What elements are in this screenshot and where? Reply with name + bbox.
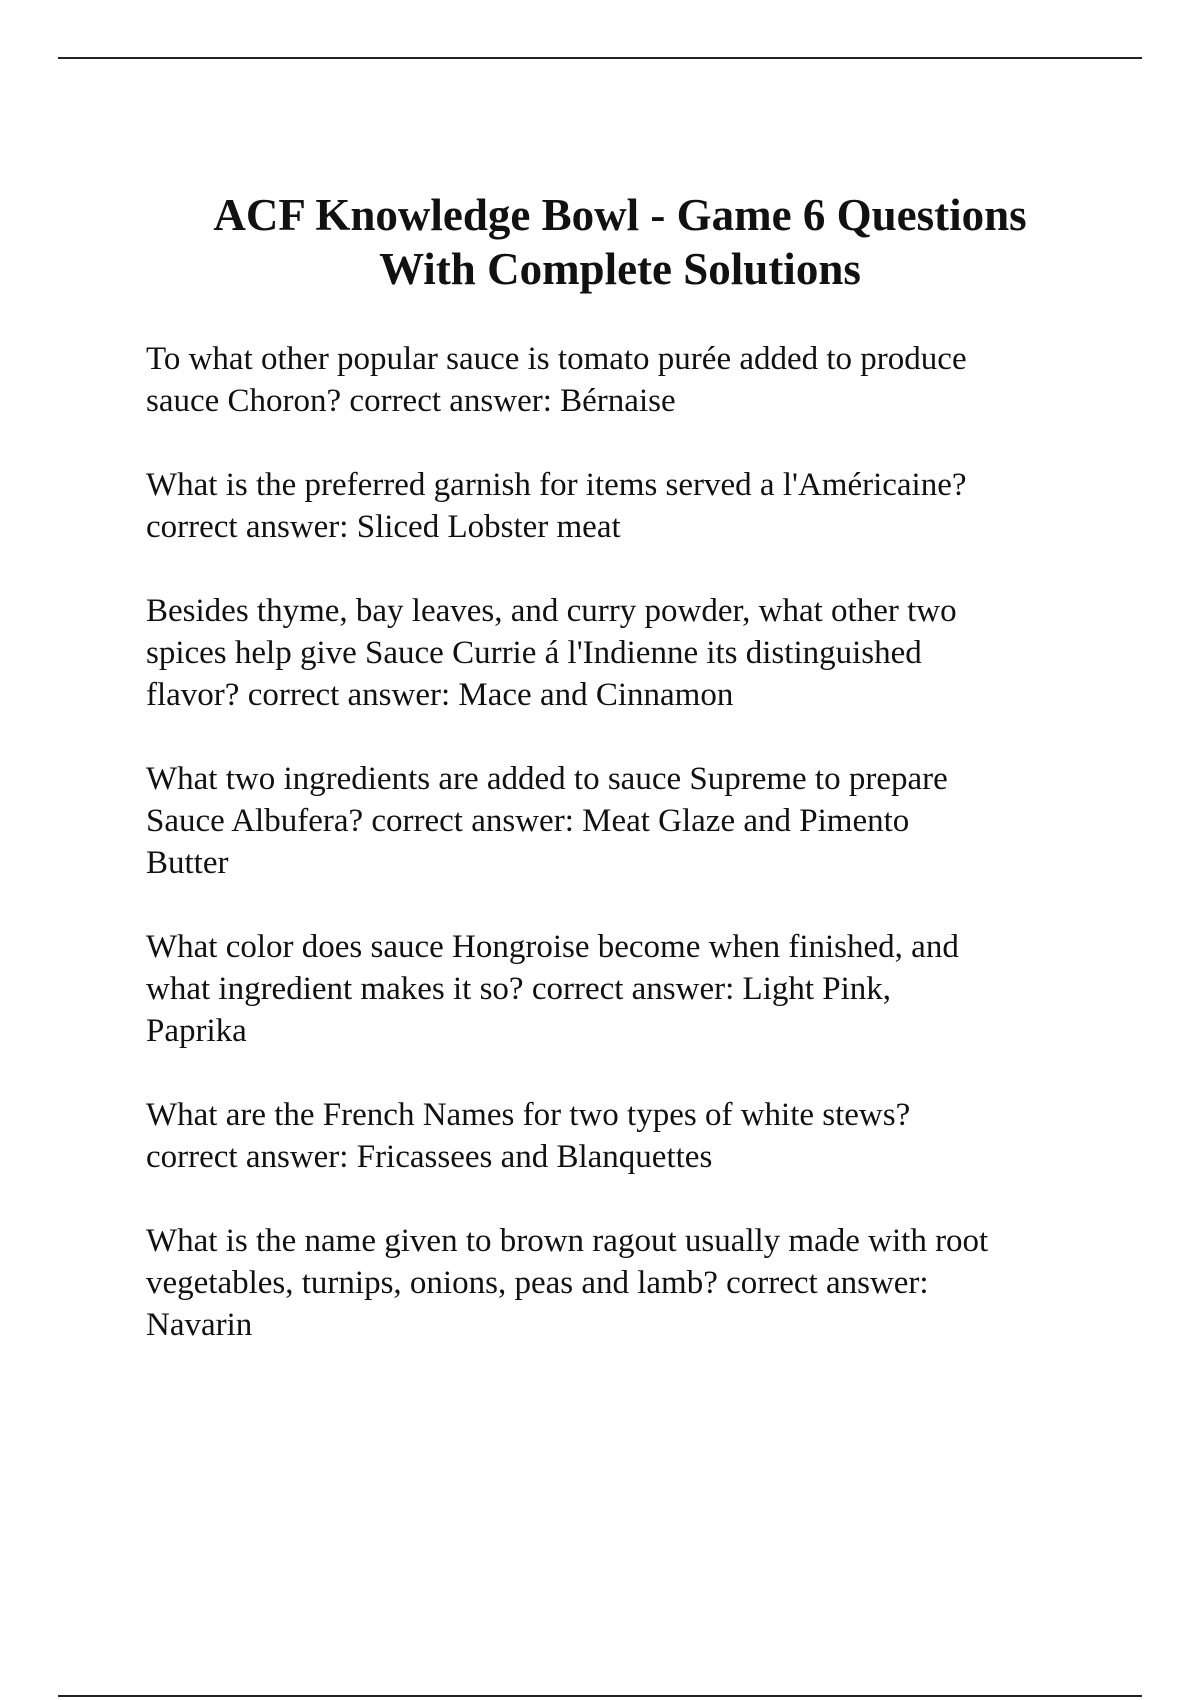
qa-text-line: What are the French Names for two types of white stews?	[146, 1097, 911, 1133]
page-title-line-1: ACF Knowledge Bowl - Game 6 Questions	[213, 190, 1027, 240]
bottom-divider	[58, 1695, 1142, 1697]
qa-text-line: Paprika	[146, 1013, 247, 1049]
qa-item-5	[146, 926, 1086, 1052]
qa-text-line: Besides thyme, bay leaves, and curry powder, what other two	[146, 593, 957, 629]
qa-text-line: what ingredient makes it so? correct answer: Light Pink,	[146, 971, 892, 1007]
question-answer-list	[146, 338, 1086, 1388]
qa-item-1	[146, 338, 1086, 422]
qa-text-line: correct answer: Sliced Lobster meat	[146, 509, 621, 545]
qa-text-line: What color does sauce Hongroise become when finished, and	[146, 929, 959, 965]
qa-text-line: Butter	[146, 845, 229, 881]
qa-text-line: What is the preferred garnish for items served a l'Américaine?	[146, 467, 967, 503]
qa-text-line: correct answer: Fricassees and Blanquettes	[146, 1139, 713, 1175]
qa-item-2	[146, 464, 1086, 548]
page-title-line-2: With Complete Solutions	[379, 244, 861, 294]
qa-item-6	[146, 1094, 1086, 1178]
qa-item-7	[146, 1220, 1086, 1346]
top-divider	[58, 57, 1142, 59]
qa-text-line: Navarin	[146, 1307, 253, 1343]
qa-item-3	[146, 590, 1086, 716]
qa-text-line: flavor? correct answer: Mace and Cinnamon	[146, 677, 734, 713]
qa-text-line: vegetables, turnips, onions, peas and lamb? correct answer:	[146, 1265, 929, 1301]
qa-text-line: spices help give Sauce Currie á l'Indienne its distinguished	[146, 635, 922, 671]
qa-text-line: To what other popular sauce is tomato purée added to produce	[146, 341, 967, 377]
qa-item-4	[146, 758, 1086, 884]
qa-text-line: What two ingredients are added to sauce Supreme to prepare	[146, 761, 948, 797]
qa-text-line: sauce Choron? correct answer: Bérnaise	[146, 383, 676, 419]
qa-text-line: What is the name given to brown ragout usually made with root	[146, 1223, 989, 1259]
page-title	[100, 188, 1140, 296]
qa-text-line: Sauce Albufera? correct answer: Meat Glaze and Pimento	[146, 803, 910, 839]
